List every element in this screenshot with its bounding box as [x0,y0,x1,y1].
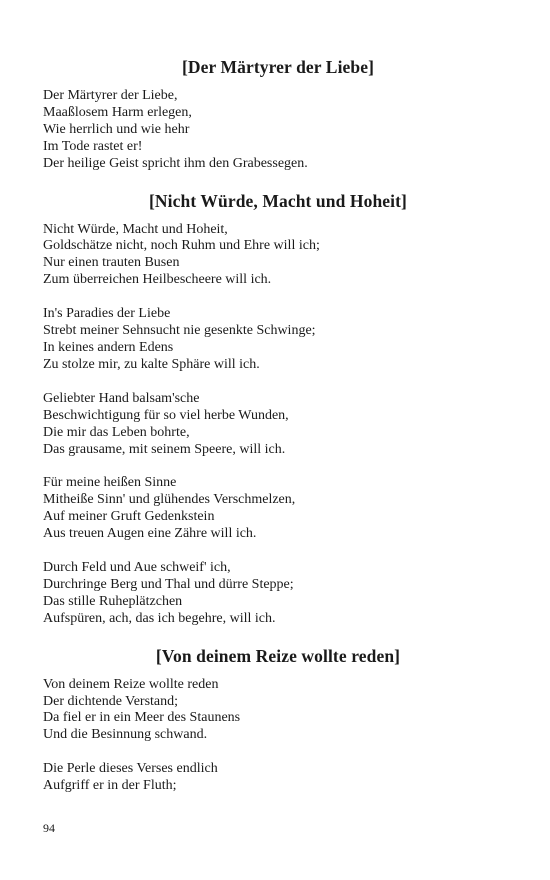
poem [43,55,513,173]
verse-line: Für meine heißen Sinne [43,475,177,491]
verse-line: Zu stolze mir, zu kalte Sphäre will ich. [43,356,260,372]
stanza [43,761,513,795]
verse-line: Auf meiner Gruft Gedenkstein [43,509,215,525]
verse-line: Geliebter Hand balsam'sche [43,390,200,406]
stanza [43,88,513,173]
page-number: 94 [43,821,55,835]
verse-line: In's Paradies der Liebe [43,306,171,322]
verse-line: Beschwichtigung für so viel herbe Wunden, [43,407,289,423]
stanza [43,306,513,374]
verse-line: In keines andern Edens [43,339,174,355]
verse-line: Durchringe Berg und Thal und dürre Steppe; [43,576,294,592]
verse-line: Der dichtende Verstand; [43,693,179,709]
stanza [43,391,513,459]
verse-line: Nicht Würde, Macht und Hoheit, [43,221,228,237]
verse-line: Aus treuen Augen eine Zähre will ich. [43,526,257,542]
verse-line: Goldschätze nicht, noch Ruhm und Ehre will ich; [43,238,320,254]
verse-line: Da fiel er in ein Meer des Staunens [43,710,241,726]
verse-line: Von deinem Reize wollte reden [43,676,219,692]
verse-line: Aufgriff er in der Fluth; [43,778,177,794]
verse-line: Zum überreichen Heilbescheere will ich. [43,272,272,288]
verse-line: Der Märtyrer der Liebe, [43,88,178,103]
stanza [43,475,513,543]
stanza [43,677,513,745]
verse-line: Nur einen trauten Busen [43,255,180,271]
verse-line: Das stille Ruheplätzchen [43,593,183,609]
poem-title: [Der Märtyrer der Liebe] [181,57,375,77]
verse-line: Strebt meiner Sehnsucht nie gesenkte Schwinge; [43,323,316,339]
poem-title: [Nicht Würde, Macht und Hoheit] [149,190,407,211]
verse-line: Die mir das Leben bohrte, [43,424,190,440]
verse-line: Der heilige Geist spricht ihm den Grabessegen. [43,155,308,171]
verse-line: Die Perle dieses Verses endlich [43,761,218,777]
verse-line: Und die Besinnung schwand. [43,727,208,743]
page-body [43,55,513,795]
stanza [43,222,513,290]
verse-line: Maaßlosem Harm erlegen, [43,104,192,120]
verse-line: Aufspüren, ach, das ich begehre, will ich. [43,610,276,626]
verse-line: Wie herrlich und wie hehr [43,121,190,137]
verse-line: Das grausame, mit seinem Speere, will ich. [43,441,286,457]
verse-line: Mitheiße Sinn' und glühendes Verschmelzen, [43,492,296,508]
verse-line: Im Tode rastet er! [43,138,143,154]
poem [43,189,513,628]
poem-title: [Von deinem Reize wollte reden] [155,645,401,666]
verse-line: Durch Feld und Aue schweif' ich, [43,560,231,576]
poem [43,644,513,795]
stanza [43,560,513,628]
